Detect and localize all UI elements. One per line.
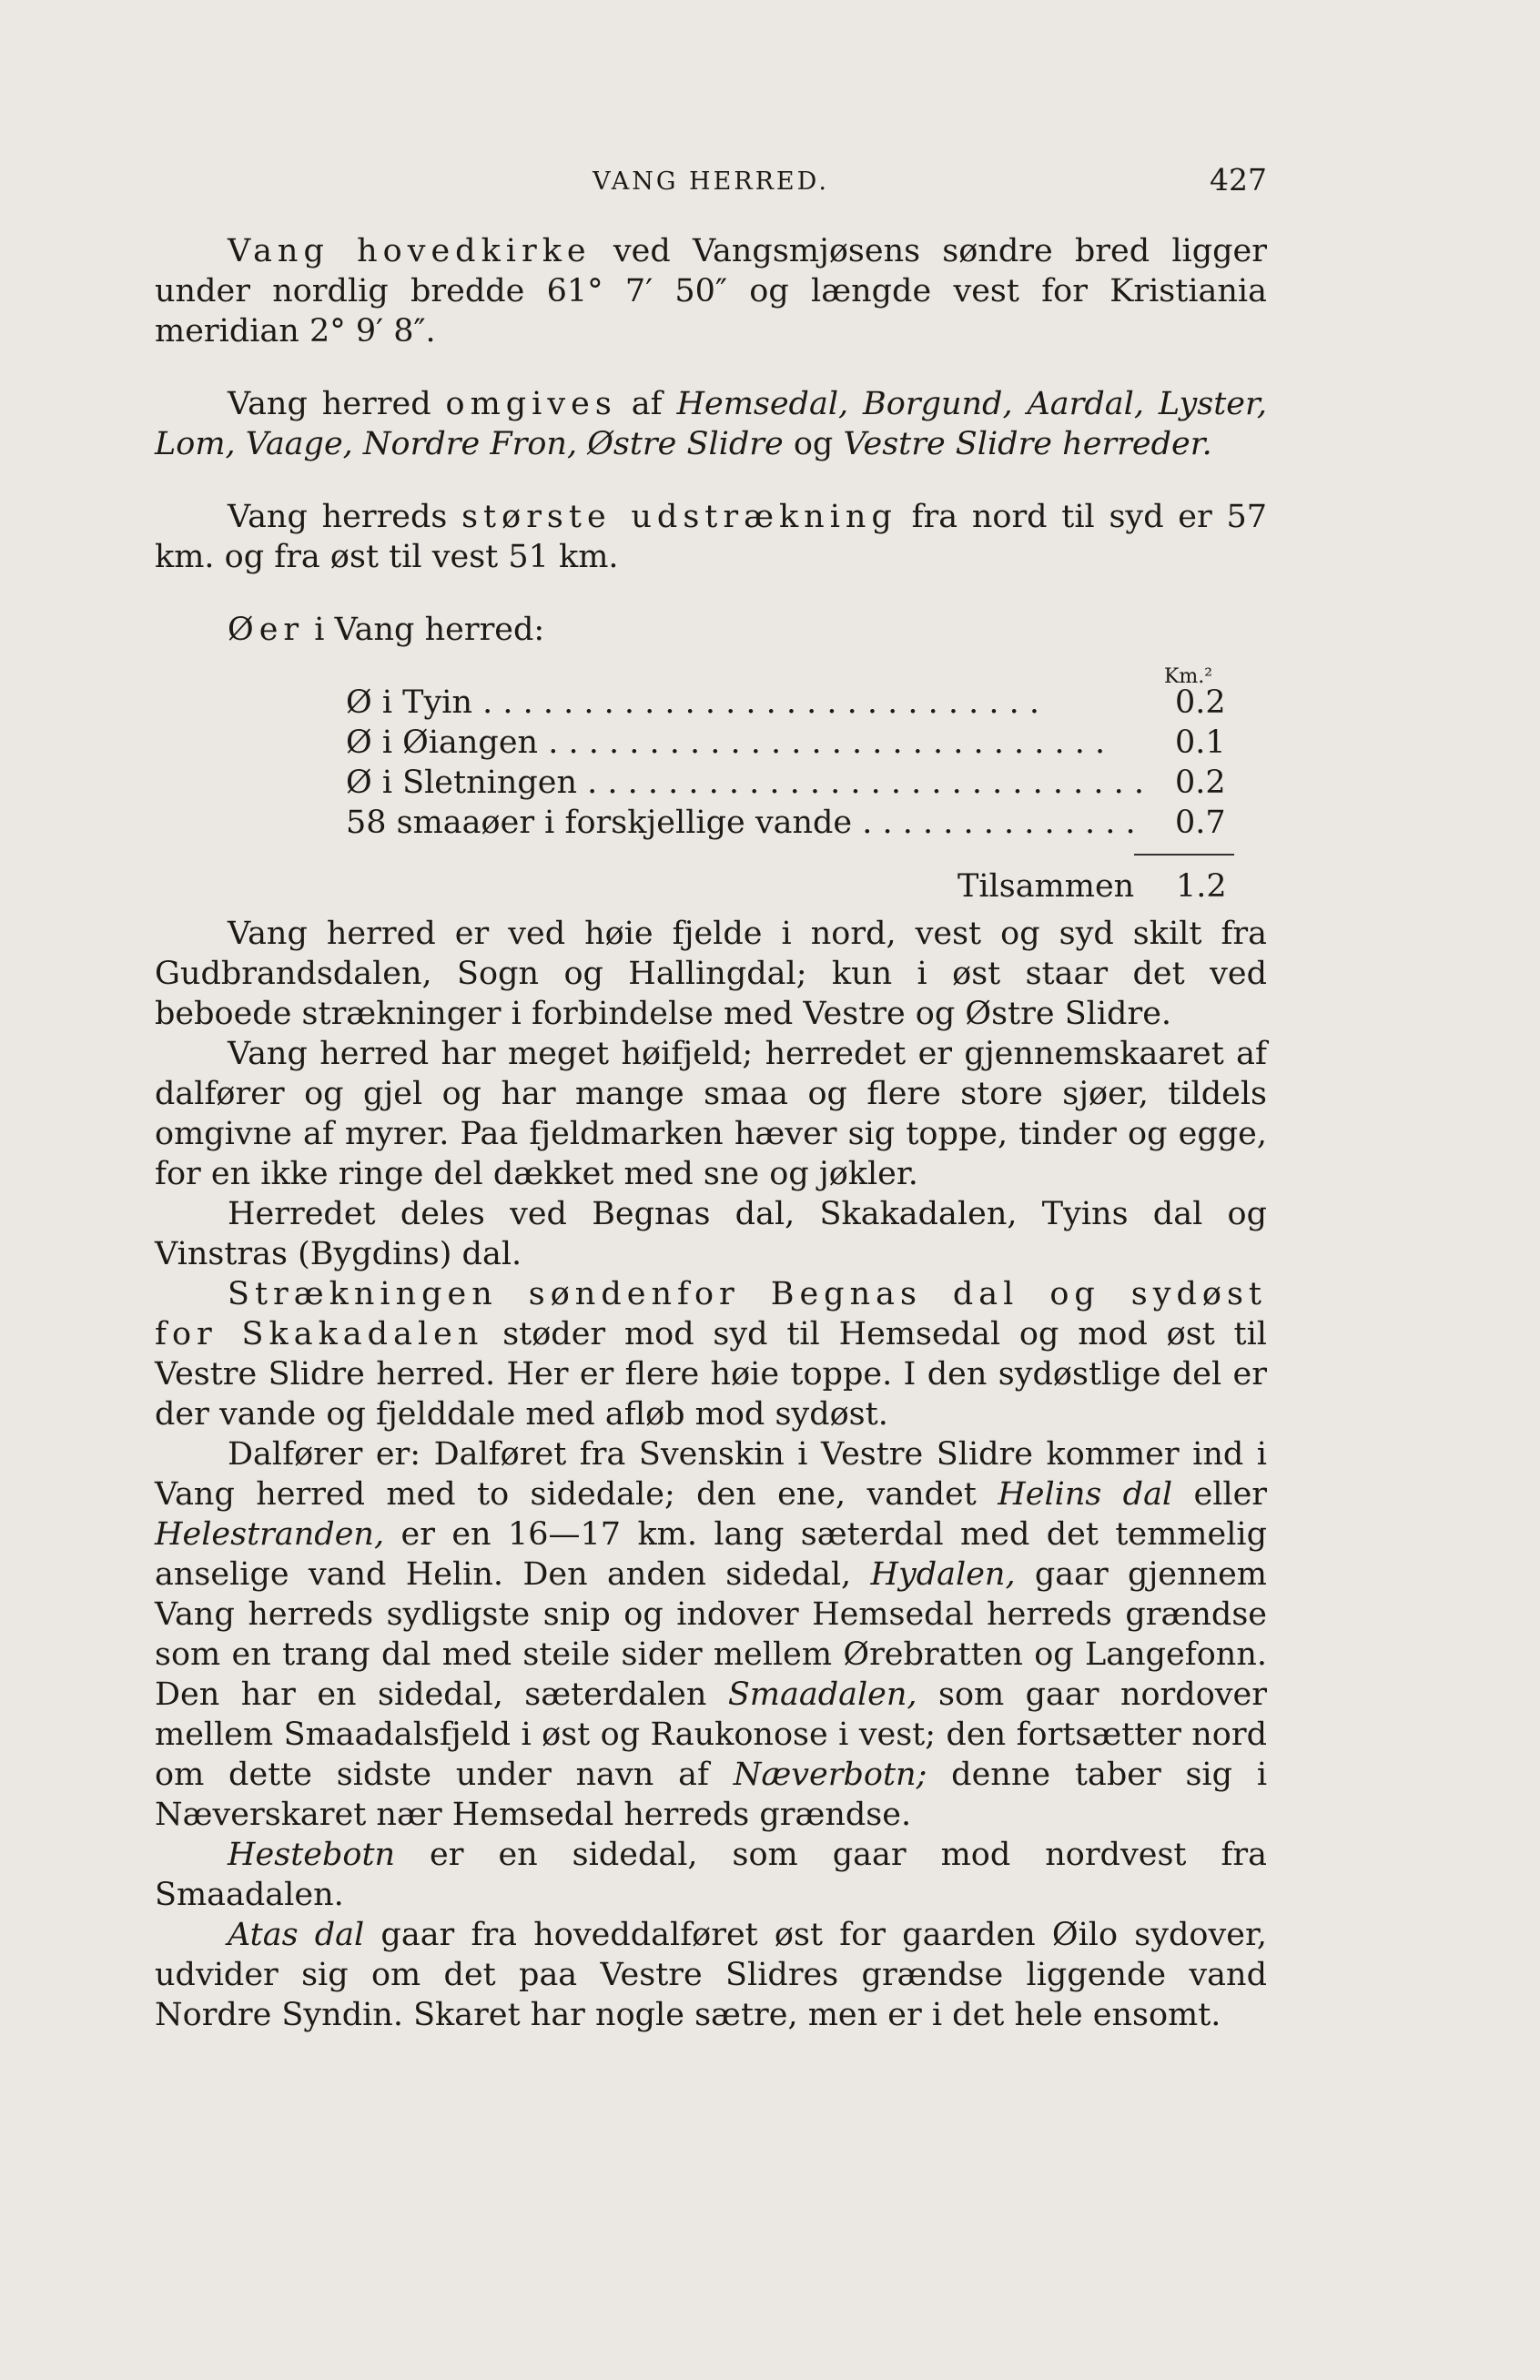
spaced-term: omgives <box>445 386 617 422</box>
table-row-label <box>346 763 1147 803</box>
page-body <box>155 231 1267 2035</box>
paragraph-division: Herredet deles ved Begnas dal, Skakadalen, Tyins dal og Vinstras (Bygdins) dal. <box>155 1196 1267 1272</box>
paragraph-text: af <box>616 386 677 422</box>
islands-table <box>346 650 1247 905</box>
table-row <box>346 723 1247 763</box>
unit-label: Km.² <box>1164 665 1213 688</box>
sum-rule <box>1134 854 1234 856</box>
italic-names: Vestre Slidre herreder. <box>843 426 1212 462</box>
italic-name: Smaadalen, <box>727 1676 917 1713</box>
paragraph-text: og <box>783 426 844 462</box>
row-value: 0.1 <box>1175 724 1226 761</box>
spaced-term: Strækningen søndenfor Begnas dal og sydøst for Skakadalen <box>155 1276 1267 1352</box>
leader-dots: . . . . . . . . . . . . . . . . . . . . . . . . . . . . <box>472 684 1040 721</box>
table-row-label <box>346 803 1147 843</box>
total-value: 1.2 <box>1176 868 1227 905</box>
row-value: 0.2 <box>1175 765 1226 801</box>
heading-text: i Vang herred: <box>304 612 545 648</box>
leader-dots: . . . . . . . . . . . . . . . . . . . . . . . . . . . . <box>577 765 1145 801</box>
paragraph-valleys <box>155 1434 1267 1835</box>
paragraph-text: fra nord til syd er 57 km. og fra øst til vest 51 km. <box>155 499 1267 575</box>
paragraph-text: som gaar nordover mellem Smaadalsfjeld i øst og Raukonose i vest; den fortsætter nord om dette sidste under navn af <box>155 1676 1267 1793</box>
row-name: Ø i Tyin <box>346 684 472 721</box>
table-row <box>346 763 1247 803</box>
paragraph-text: støder mod syd til Hemsedal og mod øst til Vestre Slidre herred. Her er flere høie toppe. I den sydøstlige del er der vande og fjelddale med afløb mod sydøst. <box>155 1316 1267 1433</box>
paragraph-borders <box>155 384 1267 464</box>
spaced-term: største udstrækning <box>461 499 897 535</box>
italic-name: Hydalen, <box>870 1556 1016 1593</box>
row-name: Ø i Øiangen <box>346 724 539 761</box>
table-row-label <box>346 723 1147 763</box>
row-name: Ø i Sletningen <box>346 765 578 801</box>
spacer <box>155 351 1267 384</box>
italic-names: Hemsedal, Borgund, Aardal, Lyster, Lom, Vaage, Nordre Fron, Østre Slidre <box>155 386 1267 462</box>
table-row-label <box>346 683 1147 723</box>
table-row <box>346 683 1247 723</box>
leader-dots: . . . . . . . . . . . . . . <box>852 805 1136 841</box>
total-row <box>346 843 1247 905</box>
paragraph-atas-dal <box>155 1915 1267 2035</box>
row-value: 0.2 <box>1175 684 1226 721</box>
leader-dots: . . . . . . . . . . . . . . . . . . . . . . . . . . . . <box>538 724 1106 761</box>
paragraph-southeast <box>155 1274 1267 1434</box>
italic-name: Hestebotn <box>228 1837 396 1873</box>
spaced-term: Øer <box>228 612 305 648</box>
paragraph-church-location <box>155 231 1267 351</box>
italic-name: Helestranden, <box>155 1516 385 1553</box>
paragraph-hestebotn <box>155 1835 1267 1915</box>
paragraph-text: er en 16—17 km. lang sæterdal med det temmelig anselige vand Helin. Den anden sidedal, <box>155 1516 1267 1593</box>
paragraph-text: Vang herreds <box>228 499 462 535</box>
paragraph-text: denne taber sig i Næverskaret nær Hemsedal herreds grændse. <box>155 1757 1268 1833</box>
spacer <box>155 577 1267 610</box>
paragraph-text: gaar gjennem Vang herreds sydligste snip og indover Hemsedal herreds grændse som en trang dal med steile sider mellem Ørebratten og Langefonn. Den har en sidedal, sæterdalen <box>155 1556 1267 1713</box>
paragraph-text: er en sidedal, som gaar mod nordvest fra Smaadalen. <box>155 1837 1267 1913</box>
spaced-term: Vang hovedkirke <box>228 233 592 269</box>
italic-name: Atas dal <box>228 1917 365 1953</box>
page-number: 427 <box>1210 162 1267 197</box>
islands-heading <box>228 610 1267 650</box>
total-label: Tilsammen <box>957 868 1135 905</box>
italic-name: Næverbotn; <box>733 1757 927 1793</box>
paragraph-boundaries: Vang herred er ved høie fjelde i nord, vest og syd skilt fra Gudbrandsdalen, Sogn og Hallingdal; kun i øst staar det ved beboede strækninger i forbindelse med Vestre og Østre Slidre. <box>155 916 1267 1032</box>
unit-row <box>346 650 1247 688</box>
running-header <box>155 162 1267 202</box>
paragraph-text: eller <box>1172 1476 1268 1513</box>
running-title: VANG HERRED. <box>593 167 829 196</box>
italic-name: Helins dal <box>998 1476 1173 1513</box>
paragraph-text: Vang herred <box>228 386 446 422</box>
row-name: 58 smaaøer i forskjellige vande <box>346 805 853 841</box>
paragraph-text: gaar fra hoveddalføret øst for gaarden Øilo sydover, udvider sig om det paa Vestre Slidres grændse liggende vand Nordre Syndin. Skaret har nogle sætre, men er i det hele ensomt. <box>155 1917 1267 2033</box>
paragraph-text: ved Vangsmjøsens søndre bred ligger under nordlig bredde 61° 7′ 50″ og længde vest for Kristiania meridian 2° 9′ 8″. <box>155 233 1267 349</box>
table-row <box>346 803 1247 843</box>
spacer <box>155 464 1267 497</box>
paragraph-mountains: Vang herred har meget høifjeld; herredet er gjennemskaaret af dalfører og gjel og har mange smaa og flere store sjøer, tildels omgivne af myrer. Paa fjeldmarken hæver sig toppe, tinder og egge, for en ikke ringe del dækket med sne og jøkler. <box>155 1036 1267 1192</box>
paragraph-text: Dalfører er: Dalføret fra Svenskin i Vestre Slidre kommer ind i Vang herred med to sidedale; den ene, vandet <box>155 1436 1267 1513</box>
paragraph-extent <box>155 497 1267 577</box>
row-value: 0.7 <box>1175 805 1226 841</box>
